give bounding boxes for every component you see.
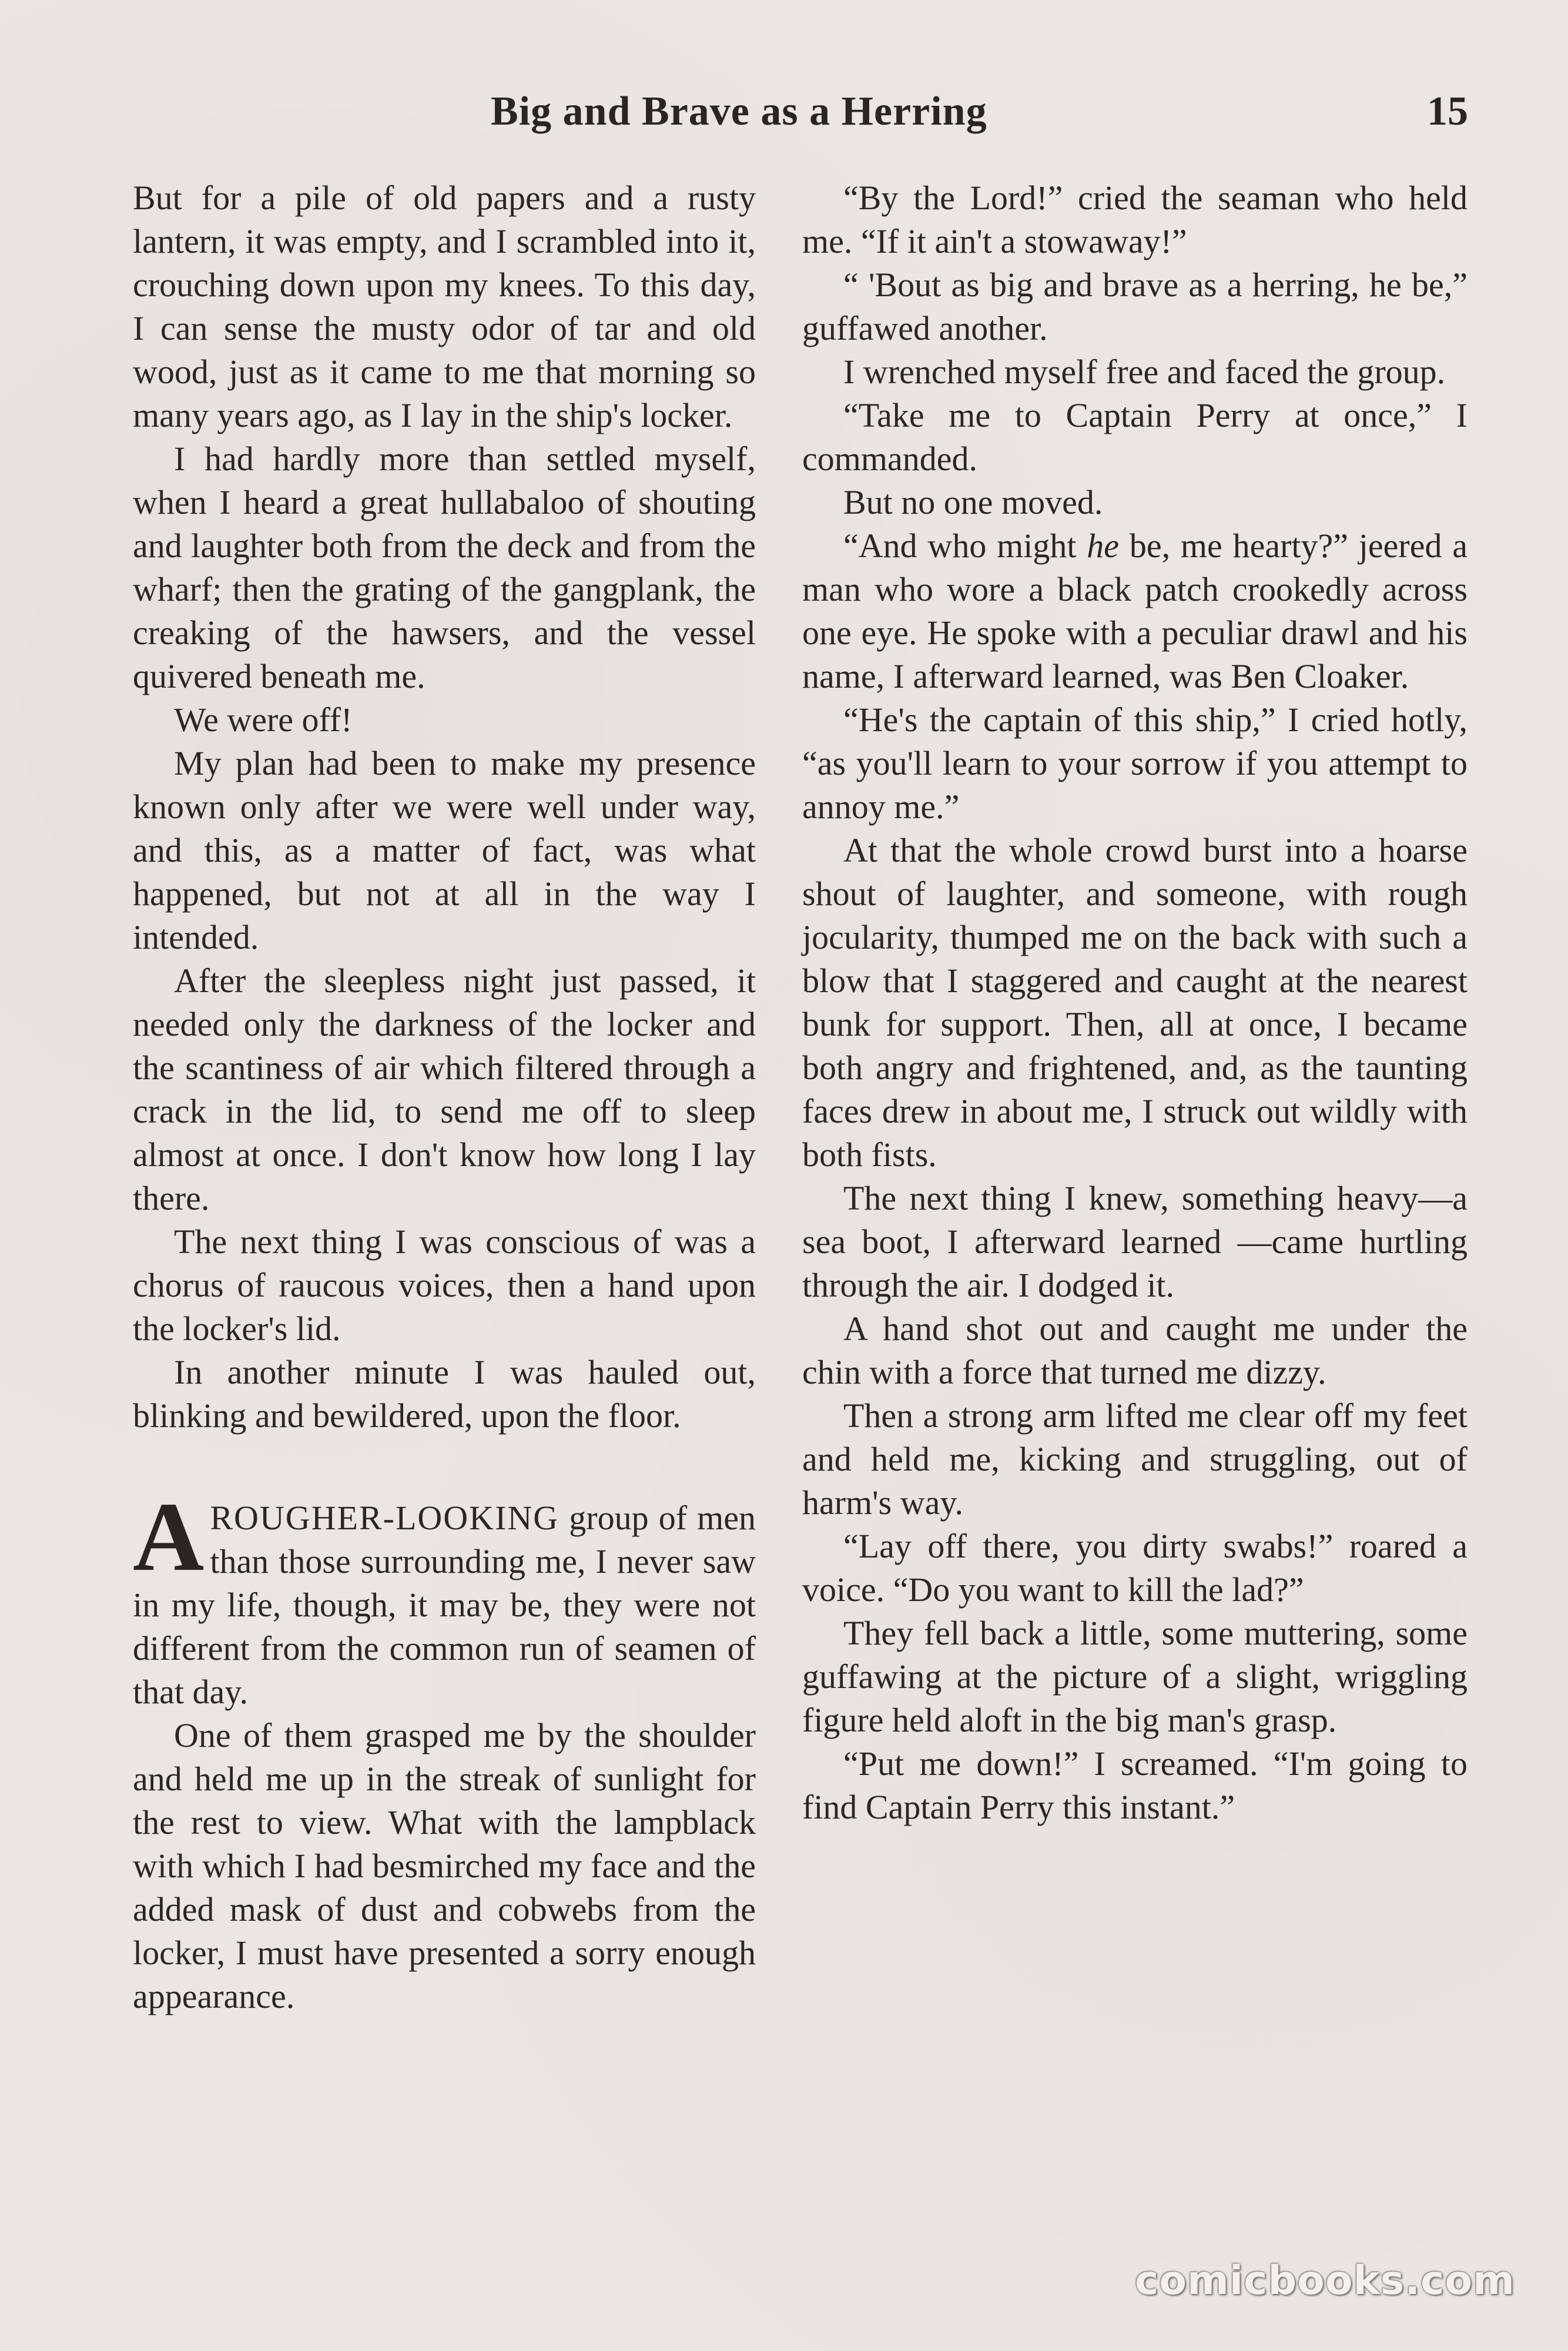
paragraph-text: “And who might xyxy=(843,527,1087,565)
paragraph-text: group of men than those surrounding me, I never saw in my life, though, it may be, they were not different from the common run of seamen of that day. xyxy=(133,1499,756,1711)
paragraph: “Put me down!” I screamed. “I'm going to find Captain Perry this instant.” xyxy=(802,1744,1468,1826)
paragraph: But for a pile of old papers and a rusty lantern, it was empty, and I scrambled into it, crouching down upon my knees. To this day, I can sense the musty odor of tar and old wood, just as it came to me that morning so many years ago, as I lay in the ship's locker. xyxy=(133,179,756,434)
paragraph-with-drop-cap xyxy=(133,1482,756,1714)
paragraph: Then a strong arm lifted me clear off my feet and held me, kicking and struggling, out of harm's way. xyxy=(802,1396,1468,1522)
paragraph xyxy=(802,524,1468,698)
paragraph: The next thing I knew, something heavy—a sea boot, I afterward learned —came hurtling through the air. I dodged it. xyxy=(802,1179,1468,1304)
small-caps-lead: ROUGHER-LOOKING xyxy=(210,1499,559,1537)
paragraph: At that the whole crowd burst into a hoarse shout of laughter, and someone, with rough jocularity, thumped me on the back with such a blow that I staggered and caught at the nearest bunk for support. Then, all at once, I became both angry and frightened, and, as the taunting faces drew in about me, I struck out wildly with both fists. xyxy=(802,831,1468,1174)
paragraph: In another minute I was hauled out, blinking and bewildered, upon the floor. xyxy=(133,1353,756,1435)
paragraph: “He's the captain of this ship,” I cried hotly, “as you'll learn to your sorrow if you attempt to annoy me.” xyxy=(802,701,1468,826)
paragraph: “ 'Bout as big and brave as a herring, he be,” guffawed another. xyxy=(802,266,1468,347)
paragraph: But no one moved. xyxy=(843,483,1103,521)
paragraph: My plan had been to make my presence known only after we were well under way, and this, as a matter of fact, was what happened, but not at all in the way I intended. xyxy=(133,744,756,956)
drop-cap-letter: A xyxy=(133,1482,205,1592)
section-break xyxy=(133,1438,756,1496)
paragraph: “Lay off there, you dirty swabs!” roared a voice. “Do you want to kill the lad?” xyxy=(802,1527,1468,1609)
site-watermark: comicbooks.com xyxy=(1134,2258,1515,2304)
right-text-column xyxy=(802,176,1468,1829)
paragraph-text: be, me hearty?” jeered a man who wore a black patch crookedly across one eye. He spoke with a peculiar drawl and his name, I afterward learned, was Ben Cloaker. xyxy=(802,527,1468,695)
paragraph: A hand shot out and caught me under the chin with a force that turned me dizzy. xyxy=(802,1310,1468,1391)
paragraph: I had hardly more than settled myself, when I heard a great hullabaloo of shouting and laughter both from the deck and from the wharf; then the grating of the gangplank, the creaking of the hawsers, and the vessel quivered beneath me. xyxy=(133,440,756,695)
left-text-column xyxy=(133,176,756,2018)
paragraph: They fell back a little, some muttering, some guffawing at the picture of a slight, wriggling figure held aloft in the big man's grasp. xyxy=(802,1614,1468,1739)
paragraph: After the sleepless night just passed, it needed only the darkness of the locker and the scantiness of air which filtered through a crack in the lid, to send me off to sleep almost at once. I don't know how long I lay there. xyxy=(133,962,756,1217)
running-title: Big and Brave as a Herring xyxy=(491,89,987,134)
italic-word: he xyxy=(1087,527,1120,565)
paragraph: “Take me to Captain Perry at once,” I commanded. xyxy=(802,396,1468,478)
paragraph: One of them grasped me by the shoulder and held me up in the streak of sunlight for the rest to view. What with the lampblack with which I had besmirched my face and the added mask of dust and cobwebs from the locker, I must have presented a sorry enough appearance. xyxy=(133,1716,756,2015)
paragraph: “By the Lord!” cried the seaman who held me. “If it ain't a stowaway!” xyxy=(802,179,1468,260)
paragraph: I wrenched myself free and faced the group. xyxy=(843,353,1446,391)
paragraph: We were off! xyxy=(174,701,353,739)
page-number: 15 xyxy=(1427,89,1468,134)
paragraph: The next thing I was conscious of was a chorus of raucous voices, then a hand upon the locker's lid. xyxy=(133,1223,756,1348)
